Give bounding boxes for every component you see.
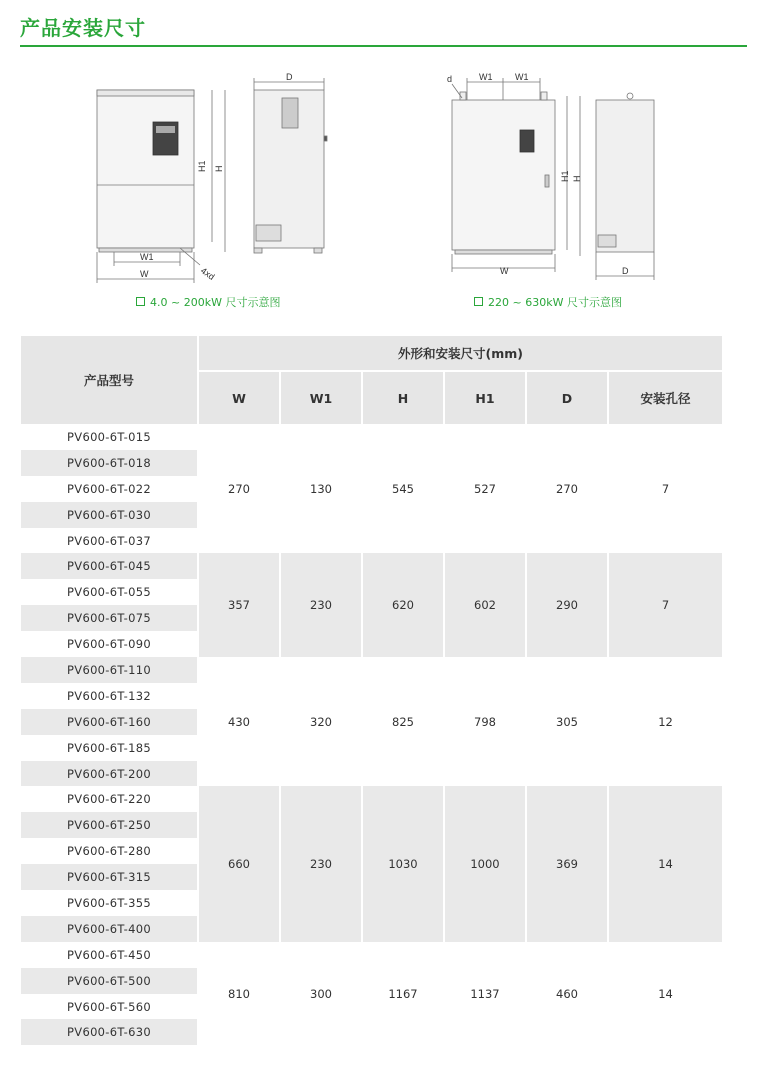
model-cell: PV600-6T-037 bbox=[67, 533, 151, 548]
table-row bbox=[21, 942, 722, 968]
model-cell: PV600-6T-090 bbox=[67, 637, 151, 652]
left-caption-text: 4.0 ~ 200kW 尺寸示意图 bbox=[150, 296, 281, 309]
dimension-value-cell: 320 bbox=[280, 657, 362, 786]
caption-square-icon bbox=[136, 297, 145, 306]
dimension-value-cell: 1000 bbox=[444, 786, 526, 941]
label-w1a-right: W1 bbox=[479, 72, 493, 82]
model-cell: PV600-6T-045 bbox=[21, 553, 198, 579]
table-row bbox=[21, 657, 722, 683]
page-title: 产品安装尺寸 bbox=[20, 16, 146, 40]
model-column-header: 产品型号 bbox=[21, 336, 198, 424]
label-h-left: H bbox=[214, 165, 224, 172]
label-w1b-right: W1 bbox=[515, 72, 529, 82]
label-w-left: W bbox=[140, 269, 149, 279]
dimension-table bbox=[21, 336, 722, 1045]
model-cell: PV600-6T-132 bbox=[67, 688, 151, 703]
dimension-value-cell: 460 bbox=[526, 942, 608, 1046]
table-row bbox=[21, 786, 722, 812]
dimension-value-cell: 825 bbox=[362, 657, 444, 786]
caption-square-icon bbox=[474, 297, 483, 306]
dimension-value-cell: 810 bbox=[198, 942, 280, 1046]
model-cell: PV600-6T-500 bbox=[21, 968, 198, 994]
model-cell: PV600-6T-022 bbox=[67, 481, 151, 496]
model-cell: PV600-6T-355 bbox=[67, 895, 151, 910]
column-header: H1 bbox=[444, 371, 526, 424]
model-cell: PV600-6T-075 bbox=[21, 605, 198, 631]
right-caption-text: 220 ~ 630kW 尺寸示意图 bbox=[488, 296, 622, 309]
dimension-value-cell: 602 bbox=[444, 553, 526, 657]
label-d-left: D bbox=[286, 72, 293, 82]
column-header: W bbox=[198, 371, 280, 424]
label-h1-left: H1 bbox=[197, 160, 207, 172]
table-row bbox=[21, 424, 722, 450]
dimension-value-cell: 7 bbox=[608, 553, 722, 657]
dimension-value-cell: 1030 bbox=[362, 786, 444, 941]
model-cell: PV600-6T-450 bbox=[67, 947, 151, 962]
title-rule bbox=[20, 45, 747, 47]
dimension-value-cell: 14 bbox=[608, 942, 722, 1046]
dimension-value-cell: 230 bbox=[280, 553, 362, 657]
model-cell: PV600-6T-055 bbox=[67, 585, 151, 600]
dimension-value-cell: 1137 bbox=[444, 942, 526, 1046]
small-unit-side-view bbox=[254, 78, 327, 253]
label-d-right: D bbox=[622, 266, 629, 276]
dimension-value-cell: 230 bbox=[280, 786, 362, 941]
dimension-value-cell: 527 bbox=[444, 424, 526, 553]
large-unit-side-view bbox=[596, 93, 654, 280]
label-h-right: H bbox=[572, 175, 582, 182]
label-w-right: W bbox=[500, 266, 509, 276]
dimension-value-cell: 300 bbox=[280, 942, 362, 1046]
dimension-value-cell: 369 bbox=[526, 786, 608, 941]
dimension-value-cell: 1167 bbox=[362, 942, 444, 1046]
dimension-value-cell: 270 bbox=[526, 424, 608, 553]
label-h1-right: H1 bbox=[560, 170, 570, 182]
dimension-value-cell: 660 bbox=[198, 786, 280, 941]
model-cell: PV600-6T-185 bbox=[67, 740, 151, 755]
table-row bbox=[21, 553, 722, 579]
label-d-small-right: d bbox=[447, 74, 453, 84]
dimension-value-cell: 7 bbox=[608, 424, 722, 553]
model-cell: PV600-6T-250 bbox=[21, 812, 198, 838]
right-figure-caption bbox=[474, 294, 622, 310]
dimension-value-cell: 14 bbox=[608, 786, 722, 941]
dimension-value-cell: 12 bbox=[608, 657, 722, 786]
model-cell: PV600-6T-200 bbox=[21, 761, 198, 787]
dimension-drawings bbox=[0, 60, 761, 320]
column-header: D bbox=[526, 371, 608, 424]
model-cell: PV600-6T-018 bbox=[21, 450, 198, 476]
model-cell: PV600-6T-280 bbox=[67, 844, 151, 859]
column-header: H bbox=[362, 371, 444, 424]
label-w1-left: W1 bbox=[140, 252, 154, 262]
dimension-value-cell: 430 bbox=[198, 657, 280, 786]
model-cell: PV600-6T-220 bbox=[67, 792, 151, 807]
model-cell: PV600-6T-160 bbox=[21, 709, 198, 735]
label-hole-left: 4xd bbox=[198, 265, 217, 282]
small-unit-front-view bbox=[97, 90, 225, 283]
left-figure-caption bbox=[136, 294, 280, 310]
model-cell: PV600-6T-560 bbox=[67, 999, 151, 1014]
dimension-value-cell: 305 bbox=[526, 657, 608, 786]
dimension-value-cell: 290 bbox=[526, 553, 608, 657]
dimension-value-cell: 270 bbox=[198, 424, 280, 553]
dimension-value-cell: 130 bbox=[280, 424, 362, 553]
model-cell: PV600-6T-400 bbox=[21, 916, 198, 942]
dimension-value-cell: 545 bbox=[362, 424, 444, 553]
model-cell: PV600-6T-630 bbox=[21, 1019, 198, 1045]
model-cell: PV600-6T-015 bbox=[67, 429, 151, 444]
model-cell: PV600-6T-030 bbox=[21, 502, 198, 528]
column-header: W1 bbox=[280, 371, 362, 424]
model-cell: PV600-6T-315 bbox=[21, 864, 198, 890]
dimension-group-header: 外形和安装尺寸(mm) bbox=[198, 336, 722, 371]
dimension-value-cell: 620 bbox=[362, 553, 444, 657]
column-header: 安装孔径 bbox=[608, 371, 722, 424]
dimension-value-cell: 357 bbox=[198, 553, 280, 657]
dimension-value-cell: 798 bbox=[444, 657, 526, 786]
model-cell: PV600-6T-110 bbox=[21, 657, 198, 683]
